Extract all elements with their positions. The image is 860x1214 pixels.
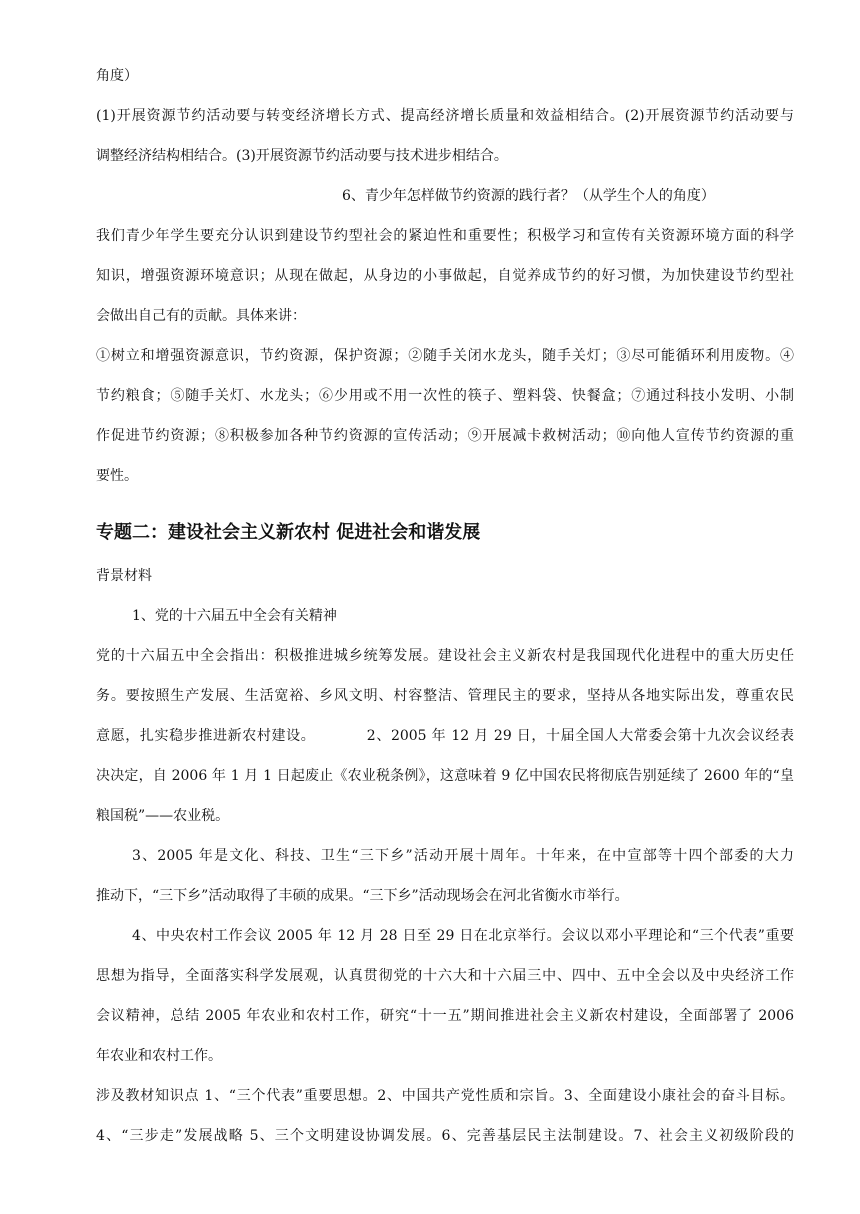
text-line: (1)开展资源节约活动要与转变经济增长方式、提高经济增长质量和效益相结合。(2)开展资源节约活动要与 bbox=[96, 108, 794, 124]
text-line: 务。要按照生产发展、生活宽裕、乡风文明、村容整洁、管理民主的要求，坚持从各地实际出发，尊重农民 bbox=[96, 688, 794, 704]
text-line: 角度） bbox=[96, 68, 138, 84]
text-line: 思想为指导，全面落实科学发展观，认真贯彻党的十六大和十六届三中、四中、五中全会以及中央经济工作 bbox=[96, 968, 794, 984]
text-line: 年农业和农村工作。 bbox=[96, 1048, 222, 1064]
text-line: 4、中央农村工作会议 2005 年 12 月 28 日至 29 日在北京举行。会议以邓小平理论和“三个代表”重要 bbox=[132, 928, 794, 944]
text-line: 背景材料 bbox=[96, 568, 152, 584]
text-line: 调整经济结构相结合。(3)开展资源节约活动要与技术进步相结合。 bbox=[96, 148, 508, 164]
text-line: 推动下，“三下乡”活动取得了丰硕的成果。“三下乡”活动现场会在河北省衡水市举行。 bbox=[96, 888, 629, 904]
text-line: ①树立和增强资源意识，节约资源，保护资源；②随手关闭水龙头，随手关灯；③尽可能循环利用废物。④ bbox=[96, 348, 794, 364]
text-line: 会议精神，总结 2005 年农业和农村工作，研究“十一五”期间推进社会主义新农村建设，全面部署了 2006 bbox=[96, 1008, 794, 1024]
text-line: 作促进节约资源；⑧积极参加各种节约资源的宣传活动；⑨开展减卡救树活动；⑩向他人宣传节约资源的重 bbox=[96, 428, 794, 444]
text-line: 节约粮食；⑤随手关灯、水龙头；⑥少用或不用一次性的筷子、塑料袋、快餐盒；⑦通过科技小发明、小制 bbox=[96, 388, 794, 404]
text-line: 粮国税”——农业税。 bbox=[96, 808, 230, 824]
text-line: 1、党的十六届五中全会有关精神 bbox=[132, 608, 337, 624]
text-line: 我们青少年学生要充分认识到建设节约型社会的紧迫性和重要性；积极学习和宣传有关资源环境方面的科学 bbox=[96, 228, 794, 244]
text-line: 4、“三步走”发展战略 5、三个文明建设协调发展。6、完善基层民主法制建设。7、社会主义初级阶段的 bbox=[96, 1128, 794, 1144]
text-line: 党的十六届五中全会指出：积极推进城乡统筹发展。建设社会主义新农村是我国现代化进程中的重大历史任 bbox=[96, 648, 794, 664]
text-line: 会做出自己有的贡献。具体来讲： bbox=[96, 308, 306, 324]
text-line: 知识，增强资源环境意识；从现在做起，从身边的小事做起，自觉养成节约的好习惯，为加快建设节约型社 bbox=[96, 268, 794, 284]
question-heading: 6、青少年怎样做节约资源的践行者？（从学生个人的角度） bbox=[342, 188, 715, 204]
section-title: 专题二：建设社会主义新农村 促进社会和谐发展 bbox=[96, 522, 481, 543]
text-line: 涉及教材知识点 1、“三个代表”重要思想。2、中国共产党性质和宗旨。3、全面建设小康社会的奋斗目标。 bbox=[96, 1088, 794, 1104]
text-line: 决决定，自 2006 年 1 月 1 日起废止《农业税条例》，这意味着 9 亿中国农民将彻底告别延续了 2600 年的“皇 bbox=[96, 768, 794, 784]
text-line: 意愿，扎实稳步推进新农村建设。 2、2005 年 12 月 29 日，十届全国人大常委会第十九次会议经表 bbox=[96, 728, 794, 744]
text-line: 要性。 bbox=[96, 468, 138, 484]
text-line: 3、2005 年是文化、科技、卫生“三下乡”活动开展十周年。十年来，在中宣部等十四个部委的大力 bbox=[132, 848, 794, 864]
